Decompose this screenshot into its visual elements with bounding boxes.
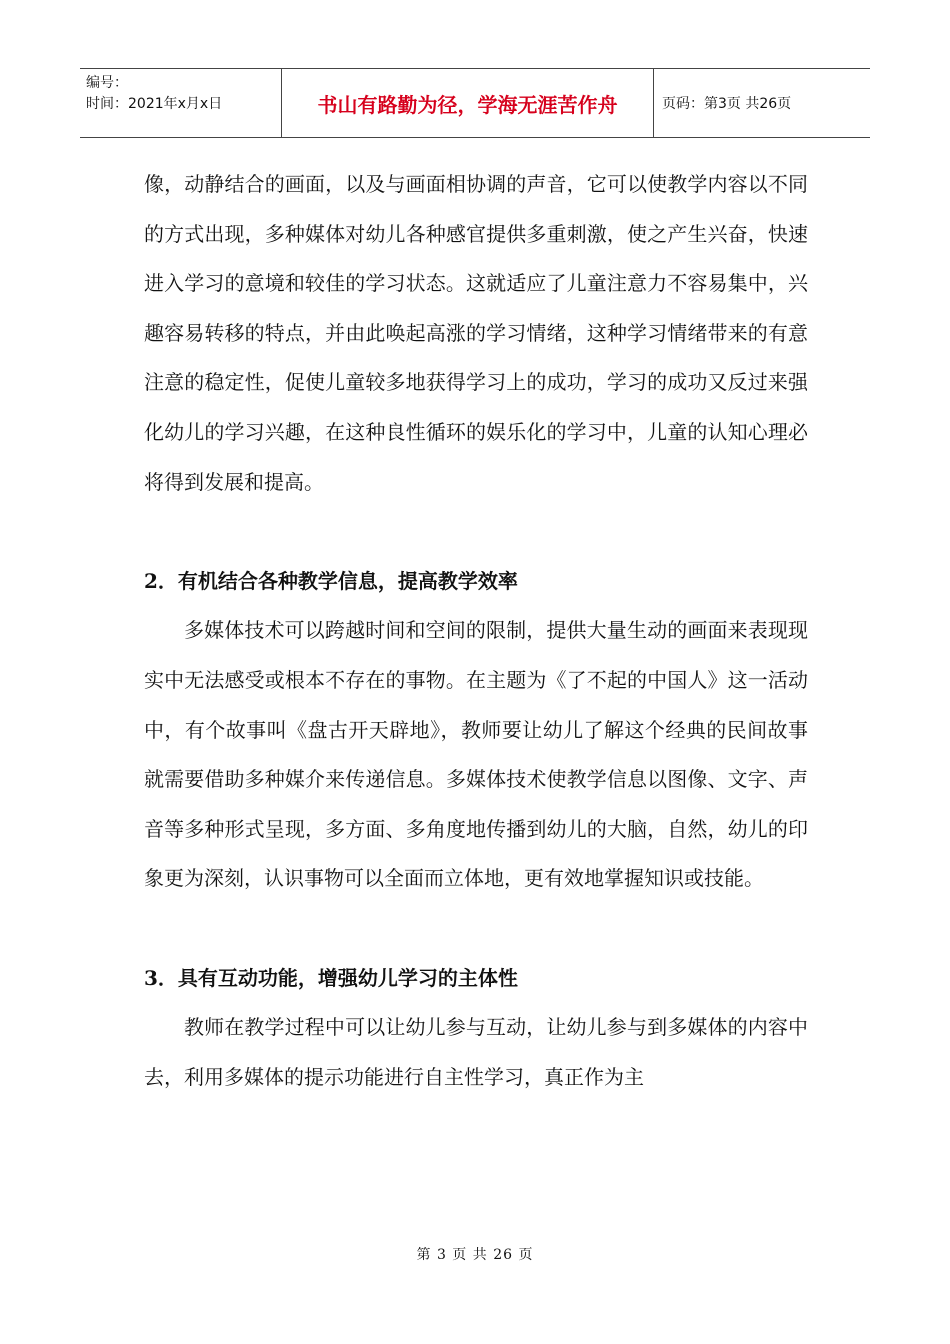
paragraph-1: 像，动静结合的画面，以及与画面相协调的声音，它可以使教学内容以不同的方式出现，多种媒体对幼儿各种感官提供多重刺激，使之产生兴奋，快速进入学习的意境和较佳的学习状态。这就适应了儿童注意力不容易集中，兴趣容易转移的特点，并由此唤起高涨的学习情绪，这种学习情绪带来的有意注意的稳定性，促使儿童较多地获得学习上的成功，学习的成功又反过来强化幼儿的学习兴趣，在这种良性循环的娱乐化的学习中，儿童的认知心理必将得到发展和提高。 (144, 172, 808, 494)
footer-page-number: 第 3 页 共 26 页 (416, 1247, 534, 1263)
paragraph-2: 多媒体技术可以跨越时间和空间的限制，提供大量生动的画面来表现现实中无法感受或根本不存在的事物。在主题为《了不起的中国人》这一活动中，有个故事叫《盘古开天辟地》，教师要让幼儿了解这个经典的民间故事就需要借助多种媒介来传递信息。多媒体技术使教学信息以图像、文字、声音等多种形式呈现，多方面、多角度地传播到幼儿的大脑，自然，幼儿的印象更为深刻，认识事物可以全面而立体地，更有效地掌握知识或技能。 (144, 618, 808, 891)
section-heading-3: 3．具有互动功能，增强幼儿学习的主体性 (144, 965, 518, 990)
spacer (144, 507, 808, 557)
page-footer (0, 1244, 950, 1264)
header-motto-cell (282, 69, 654, 137)
number-label: 编号： (86, 75, 128, 91)
paragraph-3: 教师在教学过程中可以让幼儿参与互动，让幼儿参与到多媒体的内容中去，利用多媒体的提示功能进行自主性学习，真正作为主 (144, 1015, 808, 1089)
document-body (144, 160, 808, 1102)
motto-text: 书山有路勤为径，学海无涯苦作舟 (317, 92, 618, 117)
page-code: 页码：第3页 共26页 (662, 96, 792, 112)
time-label: 时间：2021年x月x日 (86, 96, 223, 112)
header-info-cell (80, 69, 282, 137)
spacer (144, 904, 808, 954)
document-header (80, 68, 870, 138)
header-page-cell (654, 69, 870, 137)
section-heading-2: 2．有机结合各种教学信息，提高教学效率 (144, 568, 518, 593)
